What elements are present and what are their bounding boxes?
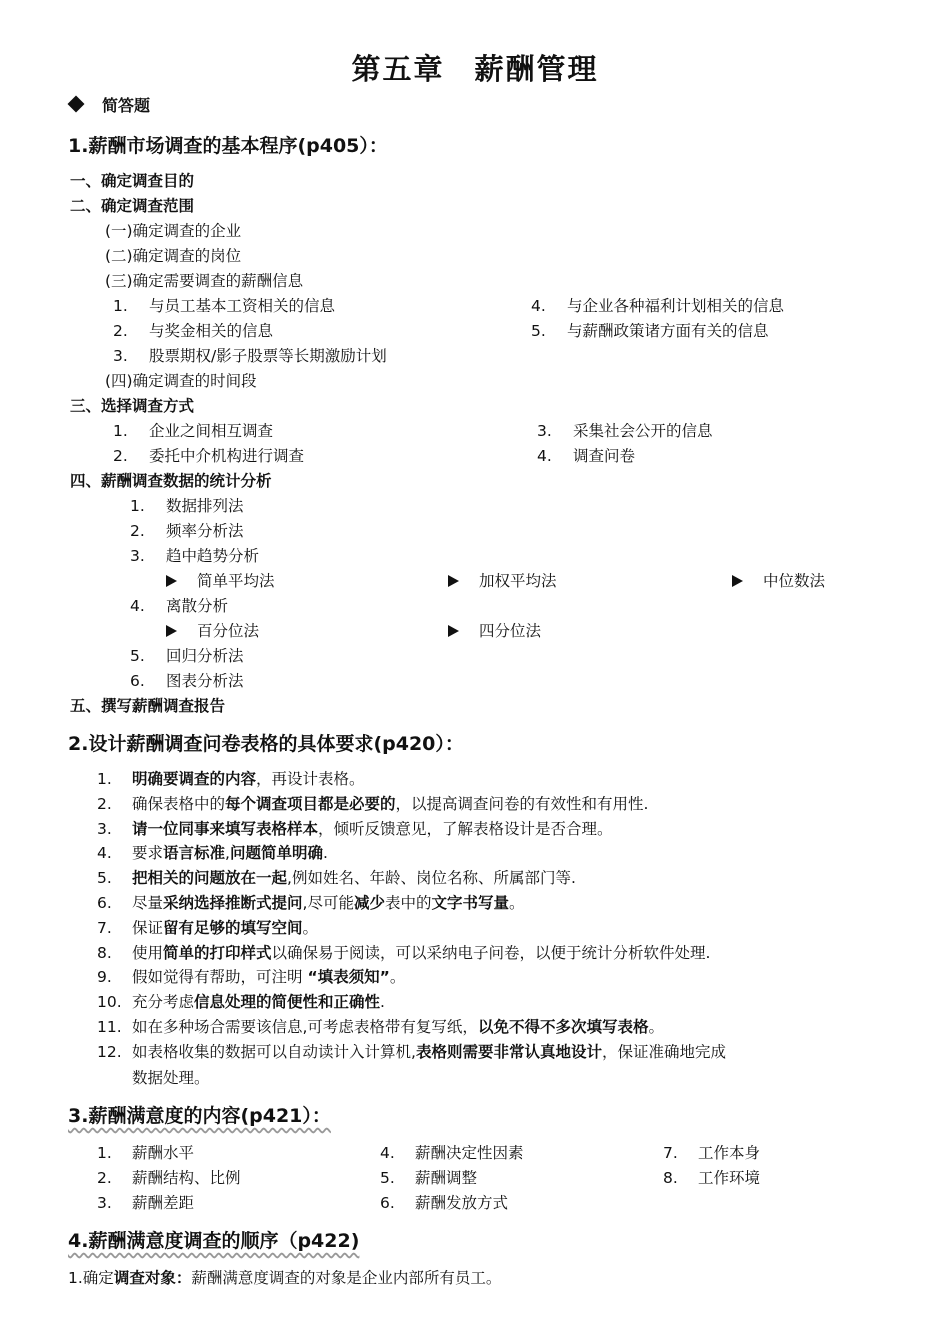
satisfaction-item: 2. 薪酬结构、比例 bbox=[97, 1169, 241, 1187]
analysis-item: 1. 数据排列法 bbox=[130, 497, 244, 515]
info-item: 2. 与奖金相关的信息 bbox=[113, 322, 274, 340]
q2-requirement-item: 1. 明确要调查的内容，再设计表格。 bbox=[97, 770, 365, 788]
analysis-item: 2. 频率分析法 bbox=[130, 522, 244, 540]
q1-step-3: 三、选择调查方式 bbox=[70, 397, 195, 415]
question-type-heading: 简答题 bbox=[70, 98, 150, 114]
analysis-item: 3. 趋中趋势分析 bbox=[130, 547, 260, 565]
q2-requirement-item: 3. 请一位同事来填写表格样本，倾听反馈意见，了解表格设计是否合理。 bbox=[97, 819, 613, 838]
q4-paragraph-1: 1.确定调查对象：薪酬满意度调查的对象是企业内部所有员工。 bbox=[68, 1269, 502, 1287]
method-item: 1. 企业之间相互调查 bbox=[113, 422, 274, 440]
q1-step-2-item: (二)确定调查的岗位 bbox=[105, 247, 242, 265]
sub-method: 中位数法 bbox=[732, 574, 825, 590]
q2-requirement-item: 7. 保证留有足够的填写空间。 bbox=[97, 918, 319, 937]
q1-step-5: 五、撰写薪酬调查报告 bbox=[70, 697, 226, 715]
arrow-bullet-icon bbox=[166, 575, 177, 587]
q2-requirement-item: 4. 要求语言标准,问题简单明确. bbox=[97, 844, 328, 863]
q3-heading: 3.薪酬满意度的内容(p421）： bbox=[68, 1105, 331, 1127]
q2-requirement-item: 9. 假如觉得有帮助，可注明 “填表须知”。 bbox=[97, 968, 406, 987]
sub-method: 百分位法 bbox=[166, 624, 259, 640]
title-chapter: 第五章 bbox=[351, 52, 445, 86]
analysis-item: 4. 离散分析 bbox=[130, 597, 229, 615]
satisfaction-item: 1. 薪酬水平 bbox=[97, 1144, 195, 1162]
arrow-bullet-icon bbox=[448, 625, 459, 637]
info-item: 1. 与员工基本工资相关的信息 bbox=[113, 297, 336, 315]
info-item: 4. 与企业各种福利计划相关的信息 bbox=[531, 297, 785, 315]
satisfaction-item: 6. 薪酬发放方式 bbox=[380, 1194, 509, 1212]
q2-requirement-item: 12. 如表格收集的数据可以自动读计入计算机,表格则需要非常认真地设计，保证准确地完成 bbox=[97, 1042, 726, 1061]
diamond-bullet-icon bbox=[68, 96, 85, 113]
satisfaction-item: 7. 工作本身 bbox=[663, 1144, 761, 1162]
q2-requirement-item: 8. 使用简单的打印样式以确保易于阅读，可以采纳电子问卷，以便于统计分析软件处理. bbox=[97, 943, 711, 962]
q2-requirement-item: 2. 确保表格中的每个调查项目都是必要的，以提高调查问卷的有效性和有用性. bbox=[97, 794, 649, 813]
q2-requirement-item: 6. 尽量采纳选择推断式提问,尽可能减少表中的文字书写量。 bbox=[97, 894, 525, 912]
analysis-item: 5. 回归分析法 bbox=[130, 647, 244, 665]
sub-method: 四分位法 bbox=[448, 624, 541, 640]
info-item: 3. 股票期权/影子股票等长期激励计划 bbox=[113, 347, 387, 365]
q1-heading: 1.薪酬市场调查的基本程序(p405）： bbox=[68, 135, 388, 157]
q2-requirement-item: 5. 把相关的问题放在一起,例如姓名、年龄、岗位名称、所属部门等. bbox=[97, 869, 576, 888]
q1-step-2-item: (三)确定需要调查的薪酬信息 bbox=[105, 272, 304, 290]
q1-step-2-item: (四)确定调查的时间段 bbox=[105, 372, 257, 390]
q1-step-2-item: (一)确定调查的企业 bbox=[105, 222, 242, 240]
analysis-item: 6. 图表分析法 bbox=[130, 672, 244, 690]
arrow-bullet-icon bbox=[448, 575, 459, 587]
arrow-bullet-icon bbox=[732, 575, 743, 587]
satisfaction-item: 3. 薪酬差距 bbox=[97, 1194, 195, 1212]
arrow-bullet-icon bbox=[166, 625, 177, 637]
info-item: 5. 与薪酬政策诸方面有关的信息 bbox=[531, 322, 769, 340]
q1-step-1: 一、确定调查目的 bbox=[70, 172, 195, 190]
sub-method: 加权平均法 bbox=[448, 574, 557, 590]
q1-step-2: 二、确定调查范围 bbox=[70, 197, 195, 215]
satisfaction-item: 4. 薪酬决定性因素 bbox=[380, 1144, 524, 1162]
q2-item-12-continuation: 数据处理。 bbox=[132, 1069, 210, 1087]
method-item: 3. 采集社会公开的信息 bbox=[537, 422, 713, 440]
q4-heading: 4.薪酬满意度调查的顺序（p422) bbox=[68, 1230, 360, 1252]
method-item: 2. 委托中介机构进行调查 bbox=[113, 447, 305, 465]
method-item: 4. 调查问卷 bbox=[537, 447, 636, 465]
title-subject: 薪酬管理 bbox=[474, 52, 599, 86]
q1-step-4: 四、薪酬调查数据的统计分析 bbox=[70, 472, 272, 490]
page-title bbox=[0, 52, 950, 86]
q2-heading: 2.设计薪酬调查问卷表格的具体要求(p420）： bbox=[68, 733, 464, 755]
q2-requirement-item: 10. 充分考虑信息处理的简便性和正确性. bbox=[97, 993, 385, 1012]
sub-method: 简单平均法 bbox=[166, 574, 275, 590]
satisfaction-item: 8. 工作环境 bbox=[663, 1169, 761, 1187]
q2-requirement-item: 11. 如在多种场合需要该信息,可考虑表格带有复写纸，以免不得不多次填写表格。 bbox=[97, 1018, 664, 1036]
satisfaction-item: 5. 薪酬调整 bbox=[380, 1169, 478, 1187]
